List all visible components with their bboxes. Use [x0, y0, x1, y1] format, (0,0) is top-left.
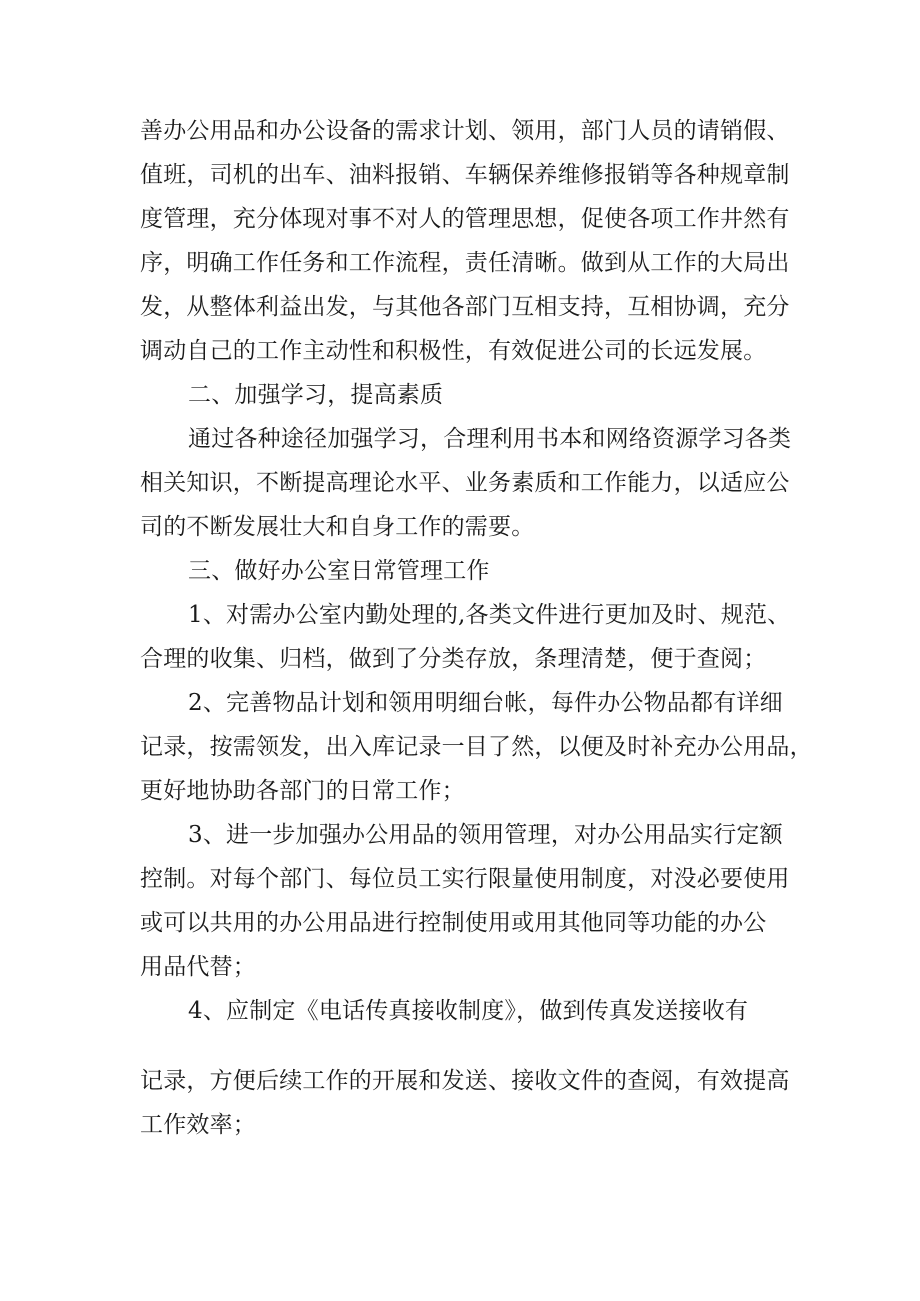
list-item-line: 控制。对每个部门、每位员工实行限量使用制度，对没必要使用 — [140, 866, 790, 892]
list-item-line: 记录，方便后续工作的开展和发送、接收文件的查阅，有效提高 — [140, 1068, 790, 1094]
paragraph-line: 通过各种途径加强学习，合理利用书本和网络资源学习各类 — [188, 426, 792, 452]
list-item-line: 工作效率； — [140, 1112, 256, 1138]
list-item-line: 记录，按需领发，出入库记录一目了然，以便及时补充办公用品， — [140, 734, 813, 760]
paragraph-line: 序，明确工作任务和工作流程，责任清晰。做到从工作的大局出 — [140, 250, 790, 276]
list-item-line: 3、进一步加强办公用品的领用管理，对办公用品实行定额 — [188, 822, 783, 848]
paragraph-line: 发，从整体利益出发，与其他各部门互相支持，互相协调，充分 — [140, 294, 790, 320]
paragraph-line: 值班，司机的出车、油料报销、车辆保养维修报销等各种规章制 — [140, 162, 790, 188]
list-item-line: 更好地协助各部门的日常工作； — [140, 778, 465, 804]
list-item-line: 1、对需办公室内勤处理的,各类文件进行更加及时、规范、 — [188, 602, 791, 628]
section-heading: 二、加强学习，提高素质 — [188, 382, 444, 408]
list-item-line: 2、完善物品计划和领用明细台帐，每件办公物品都有详细 — [188, 690, 783, 716]
paragraph-line: 善办公用品和办公设备的需求计划、领用，部门人员的请销假、 — [140, 118, 790, 144]
list-item-line: 合理的收集、归档，做到了分类存放，条理清楚，便于查阅； — [140, 646, 767, 672]
list-item-line: 或可以共用的办公用品进行控制使用或用其他同等功能的办公 — [140, 910, 767, 936]
list-item-line: 用品代替； — [140, 954, 256, 980]
paragraph-line: 调动自己的工作主动性和积极性，有效促进公司的长远发展。 — [140, 338, 767, 364]
list-item-line: 4、应制定《电话传真接收制度》，做到传真发送接收有 — [188, 998, 749, 1024]
paragraph-line: 度管理，充分体现对事不对人的管理思想，促使各项工作井然有 — [140, 206, 790, 232]
section-heading: 三、做好办公室日常管理工作 — [188, 558, 490, 584]
paragraph-line: 司的不断发展壮大和自身工作的需要。 — [140, 514, 535, 540]
paragraph-line: 相关知识，不断提高理论水平、业务素质和工作能力，以适应公 — [140, 470, 790, 496]
